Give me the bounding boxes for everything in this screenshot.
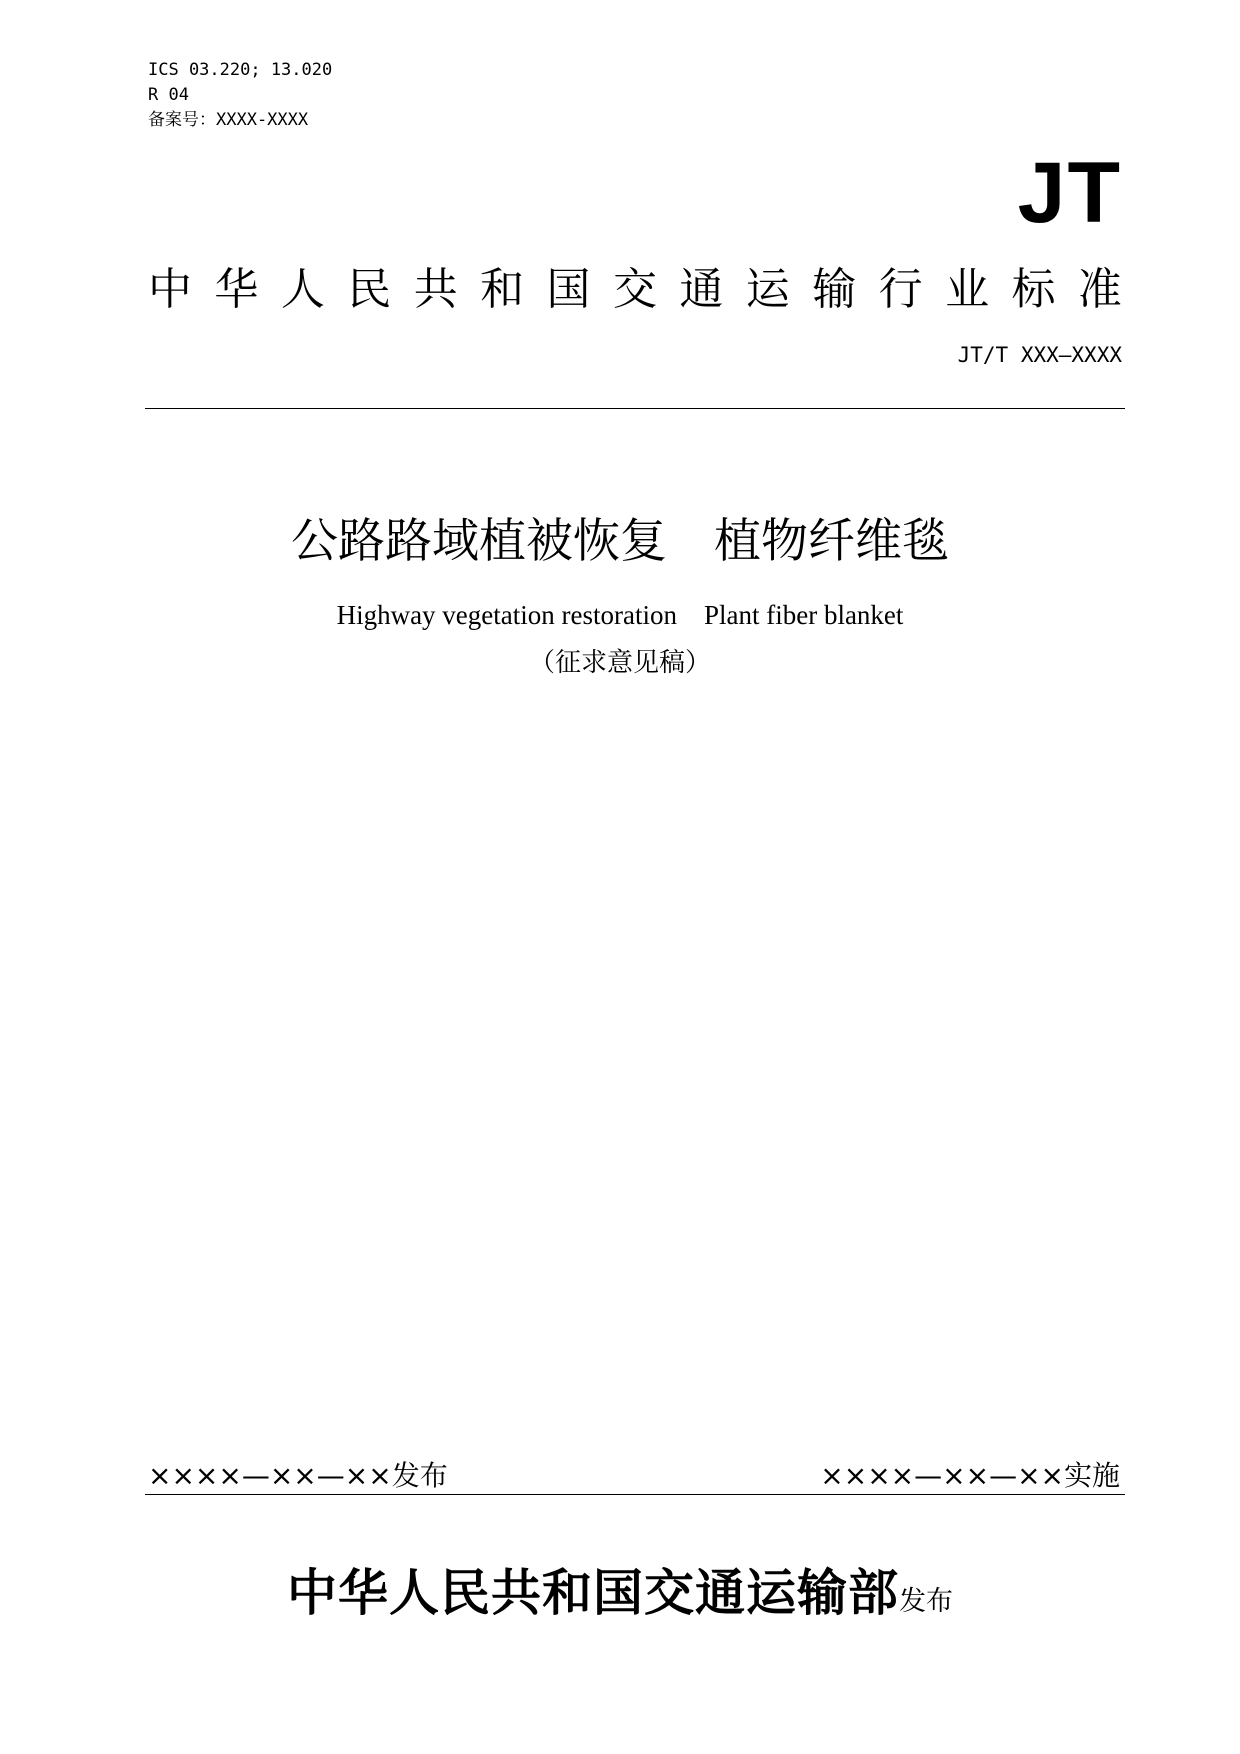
header-divider [145, 408, 1125, 409]
footer-divider [145, 1494, 1125, 1495]
title-char: 共 [413, 264, 458, 315]
title-char: 通 [679, 264, 724, 315]
industry-standard-title [148, 260, 1122, 320]
release-date: ××××—××—××发布 [148, 1459, 448, 1492]
document-title-chinese: 公路路域植被恢复 植物纤维毯 [291, 514, 949, 569]
classification-code: R 04 [148, 85, 189, 105]
publisher-suffix: 发布 [899, 1586, 953, 1617]
title-char: 交 [612, 264, 657, 315]
draft-status: （征求意见稿） [528, 648, 711, 678]
title-char: 业 [945, 264, 990, 315]
publisher [0, 1558, 1240, 1637]
filing-number: 备案号：XXXX-XXXX [148, 110, 309, 130]
jt-logo: JT [1017, 145, 1122, 241]
standard-number: JT/T XXX—XXXX [957, 343, 1122, 367]
title-char: 中 [148, 264, 192, 315]
title-char: 行 [878, 264, 923, 315]
implementation-date: ××××—××—××实施 [820, 1459, 1120, 1492]
title-char: 和 [480, 264, 525, 315]
title-char: 输 [812, 264, 857, 315]
ics-code: ICS 03.220; 13.020 [148, 60, 333, 80]
title-char: 运 [745, 264, 790, 315]
title-char: 人 [280, 264, 325, 315]
title-char: 华 [214, 264, 259, 315]
title-char: 准 [1077, 264, 1122, 315]
document-title-english: Highway vegetation restoration Plant fiber blanket [336, 600, 904, 630]
title-char: 国 [546, 264, 591, 315]
title-char: 标 [1011, 264, 1056, 315]
header-meta [148, 58, 332, 133]
publisher-name: 中华人民共和国交通运输部 [287, 1564, 899, 1622]
title-char: 民 [347, 264, 392, 315]
